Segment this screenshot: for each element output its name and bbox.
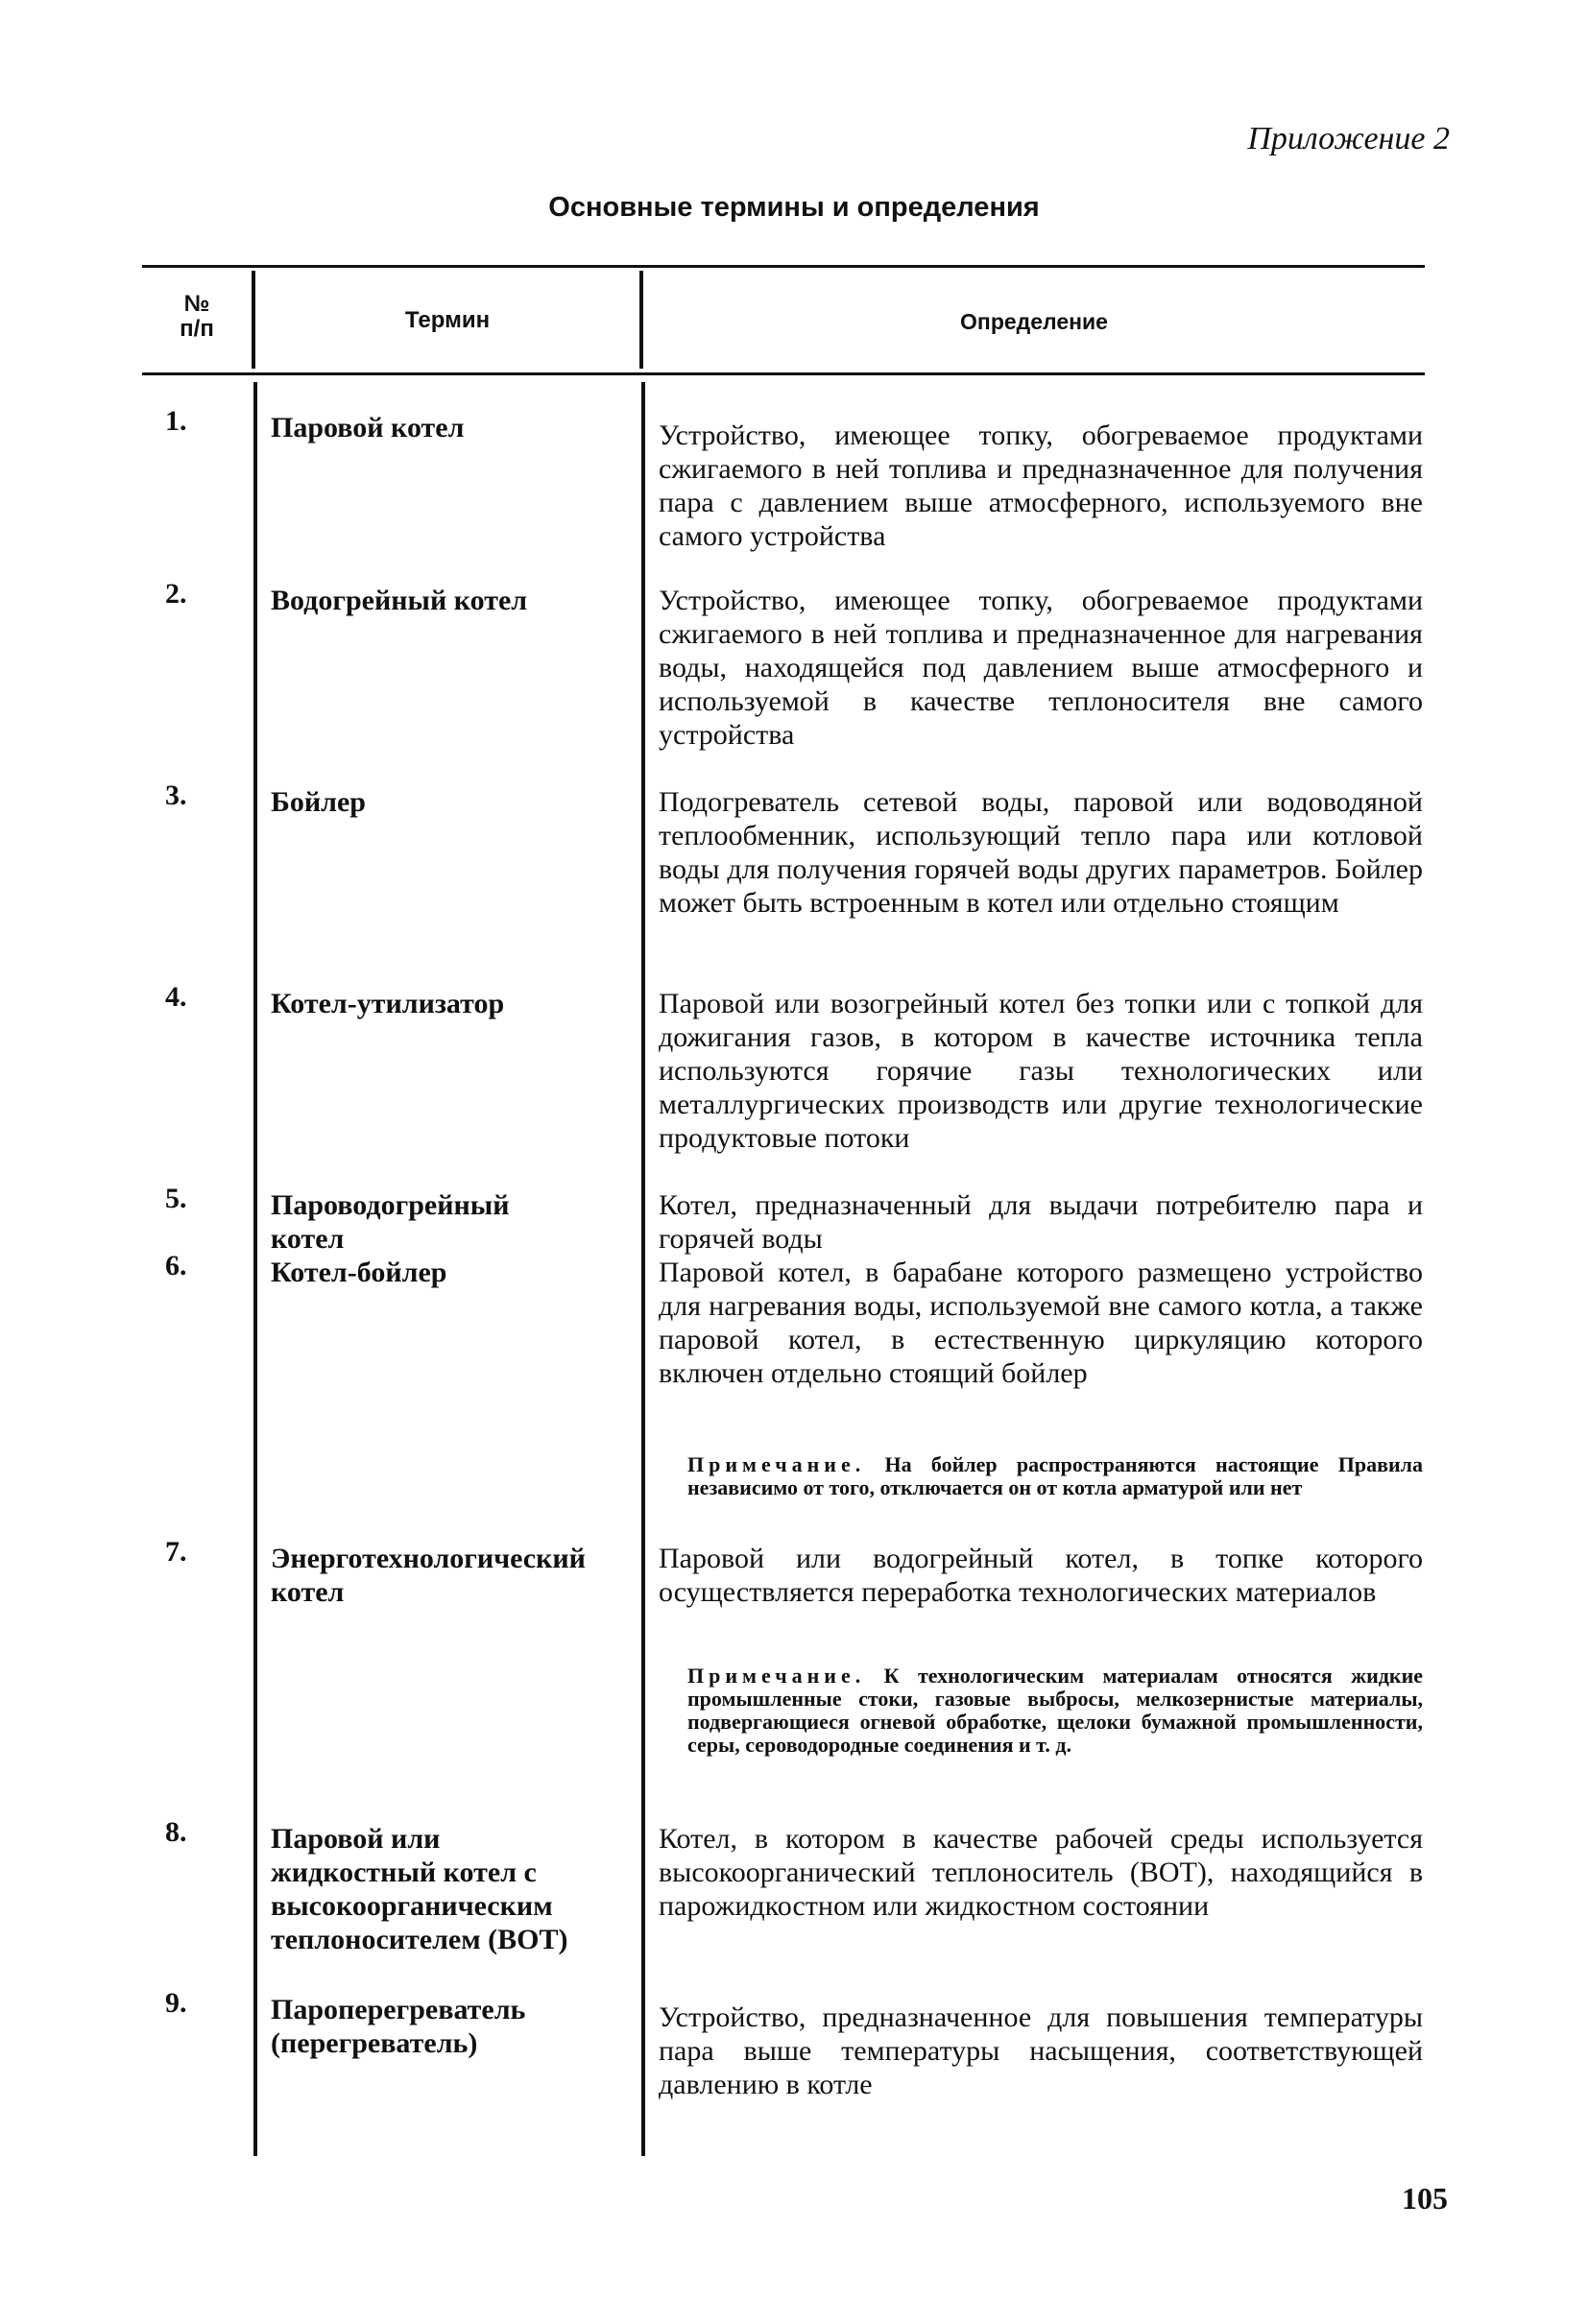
appendix-label: Приложение 2 [1247, 121, 1450, 156]
row-term: Котел-бойлер [271, 1257, 447, 1288]
row-term: Бойлер [271, 786, 366, 818]
note-label: Примечание. [687, 1664, 866, 1688]
row-term: Паровой или жидкостный котел с высокоорганическим теплоносителем (ВОТ) [271, 1823, 568, 1955]
number-subheader: п/п [180, 316, 214, 342]
column-divider [253, 382, 257, 2156]
page-title: Основные термины и определения [548, 192, 1040, 223]
terms-table [142, 265, 1425, 2156]
row-number: 7. [165, 1536, 187, 1568]
column-divider [641, 382, 645, 2156]
page-number: 105 [1402, 2181, 1448, 2216]
note-text: На бойлер распространяются настоящие Правила независимо от того, отключается он от котла арматурой или нет [687, 1452, 1424, 1499]
row-term: Пароводогрейный котел [271, 1189, 510, 1255]
row-note [687, 1665, 1423, 1757]
row-definition: Устройство, имеющее топку, обогреваемое продуктами сжигаемого в ней топлива и предназначенное для нагревания воды, находящейся под давлением выше атмосферного и используемой в качестве теплоносителя вне самого устройства [659, 585, 1423, 751]
row-number: 2. [165, 578, 187, 610]
row-definition: Котел, в котором в качестве рабочей среды используется высокоорганический теплоноситель (ВОТ), находящийся в парожидкостном или жидкостном состоянии [659, 1823, 1423, 1922]
number-symbol: № [183, 291, 210, 317]
header-term: Термин [404, 307, 491, 333]
row-definition: Паровой котел, в барабане которого размещено устройство для нагревания воды, используемой вне самого котла, а также паровой котел, в естественную циркуляцию которого включен отдельно стоящий бойлер [659, 1257, 1423, 1389]
row-definition: Устройство, имеющее топку, обогреваемое продуктами сжигаемого в ней топлива и предназначенное для получения пара с давлением выше атмосферного, используемого вне самого устройства [659, 419, 1423, 552]
row-definition: Устройство, предназначенное для повышения температуры пара выше температуры насыщения, соответствующей давлению в котле [659, 2001, 1423, 2100]
table-top-rule [142, 265, 1425, 268]
row-term: Энерготехнологический котел [271, 1543, 586, 1608]
note-text: К технологическим материалам относятся жидкие промышленные стоки, газовые выбросы, мелкозернистые материалы, подвергающиеся огневой обработке, щелоки бумажной промышленности, серы, сероводородные соединения и т. д. [687, 1664, 1424, 1757]
row-definition: Паровой или водогрейный котел, в топке которого осуществляется переработка технологических материалов [659, 1543, 1423, 1608]
row-note [687, 1453, 1423, 1499]
row-term: Водогрейный котел [271, 585, 528, 616]
row-term: Пароперегреватель (перегреватель) [271, 1994, 526, 2059]
row-number: 4. [165, 981, 187, 1013]
row-definition: Паровой или возогрейный котел без топки или с топкой для дожигания газов, в котором в качестве источника тепла используются горячие газы технологических или металлургических производств или другие технологические продуктовые потоки [659, 988, 1423, 1154]
row-term: Котел-утилизатор [271, 988, 505, 1019]
note-label: Примечание. [687, 1452, 866, 1476]
table-header-rule [142, 372, 1425, 375]
row-number: 5. [165, 1183, 187, 1214]
header-definition: Определение [960, 309, 1108, 334]
row-number: 3. [165, 779, 187, 811]
row-definition: Подогреватель сетевой воды, паровой или водоводяной теплообменник, использующий тепло пара или котловой воды для получения горячей воды других параметров. Бойлер может быть встроенным в котел или отдельно стоящим [659, 786, 1423, 919]
row-definition: Котел, предназначенный для выдачи потребителю пара и горячей воды [659, 1189, 1423, 1255]
row-number: 8. [165, 1816, 187, 1848]
row-number: 6. [165, 1250, 187, 1282]
row-number: 9. [165, 1987, 187, 2019]
header-number [142, 292, 252, 342]
row-number: 1. [165, 405, 187, 437]
row-term: Паровой котел [271, 412, 465, 443]
